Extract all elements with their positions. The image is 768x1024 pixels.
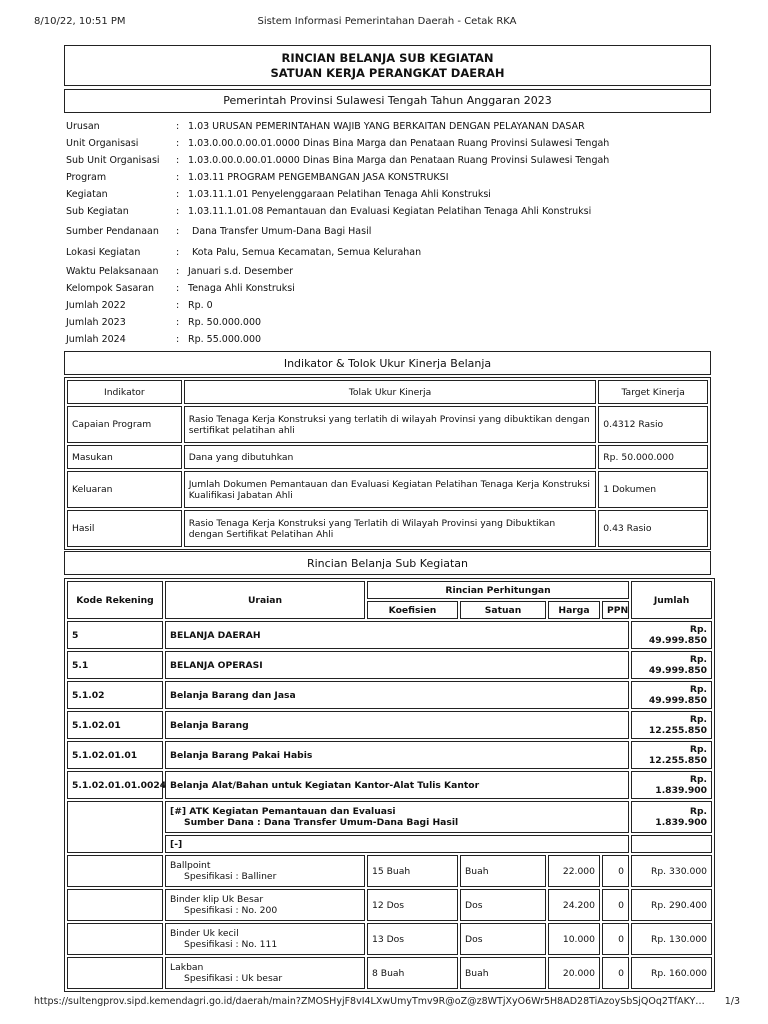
info-block [66, 118, 711, 348]
account-row: 5.1.02.01.01 Belanja Barang Pakai Habis Rp. 12.255.850 [67, 741, 712, 769]
rincian-heading-box [64, 551, 711, 575]
indikator-table [64, 377, 711, 550]
col-header-ppn: PPN [602, 601, 629, 619]
account-row: 5 BELANJA DAERAH Rp. 49.999.850 [67, 621, 712, 649]
info-row: Jumlah 2022 : Rp. 0 [66, 300, 213, 311]
col-header-kode: Kode Rekening [67, 581, 163, 619]
col-header-satuan: Satuan [460, 601, 546, 619]
report-subtitle-unit: SATUAN KERJA PERANGKAT DAERAH [270, 66, 505, 80]
info-row: Sub Unit Organisasi : 1.03.0.00.0.00.01.0000 Dinas Bina Marga dan Penataan Ruang Provinsi Sulawesi Tengah [66, 155, 610, 166]
indikator-row: Hasil Rasio Tenaga Kerja Konstruksi yang Terlatih di Wilayah Provinsi yang Dibuktikan dengan Sertifikat Pelatihan Ahli 0.43 Rasio [67, 510, 708, 547]
rincian-subheader-row [67, 601, 712, 619]
info-row: Program : 1.03.11 PROGRAM PENGEMBANGAN JASA KONSTRUKSI [66, 172, 449, 183]
rincian-heading: Rincian Belanja Sub Kegiatan [306, 557, 469, 570]
report-title-box [64, 45, 711, 86]
subgroup-row [67, 835, 712, 853]
account-row: 5.1.02 Belanja Barang dan Jasa Rp. 49.999.850 [67, 681, 712, 709]
print-url: https://sultengprov.sipd.kemendagri.go.id/daerah/main?ZMOSHyjF8vI4LXwUmyTmv9R@oZ@z8WTjXyO6Wr5H8AD28TiAzoySbSjQOq2TfAKY… [34, 996, 705, 1007]
info-row: Lokasi Kegiatan : Kota Palu, Semua Kecamatan, Semua Kelurahan [66, 247, 422, 258]
indikator-row: Keluaran Jumlah Dokumen Pemantauan dan Evaluasi Kegiatan Pelatihan Tenaga Kerja Konstruksi Kualifikasi Jabatan Ahli 1 Dokumen [67, 471, 708, 508]
col-header-target: Target Kinerja [598, 380, 708, 404]
indikator-heading-box [64, 351, 711, 375]
item-row: Binder Uk kecil Spesifikasi : No. 111 13 Dos Dos 10.000 0 Rp. 130.000 [67, 923, 712, 955]
info-row: Waktu Pelaksanaan : Januari s.d. Desember [66, 266, 294, 277]
item-row: Binder klip Uk Besar Spesifikasi : No. 200 12 Dos Dos 24.200 0 Rp. 290.400 [67, 889, 712, 921]
print-page-number: 1/3 [724, 996, 740, 1007]
subgroup-label: [-] [165, 835, 629, 853]
info-row: Sub Kegiatan : 1.03.11.1.01.08 Pemantauan dan Evaluasi Kegiatan Pelatihan Tenaga Ahli Konstruksi [66, 206, 592, 217]
report-year-box [64, 89, 711, 113]
info-row: Urusan : 1.03 URUSAN PEMERINTAHAN WAJIB YANG BERKAITAN DENGAN PELAYANAN DASAR [66, 121, 585, 132]
group-kode-cell [67, 801, 163, 853]
rincian-header-row [67, 581, 712, 599]
col-header-koefisien: Koefisien [367, 601, 458, 619]
info-row: Sumber Pendanaan : Dana Transfer Umum-Dana Bagi Hasil [66, 226, 372, 237]
group-row [67, 801, 712, 833]
col-header-tolok-ukur: Tolak Ukur Kinerja [184, 380, 597, 404]
report-year-text: Pemerintah Provinsi Sulawesi Tengah Tahun Anggaran 2023 [223, 94, 552, 107]
info-row: Jumlah 2023 : Rp. 50.000.000 [66, 317, 262, 328]
col-header-perhitungan: Rincian Perhitungan [367, 581, 629, 599]
indikator-row: Capaian Program Rasio Tenaga Kerja Konstruksi yang terlatih di wilayah Provinsi yang dibuktikan dengan sertifikat pelatihan ahli 0.4312 Rasio [67, 406, 708, 443]
account-row: 5.1 BELANJA OPERASI Rp. 49.999.850 [67, 651, 712, 679]
group-label: [#] ATK Kegiatan Pemantauan dan Evaluasi Sumber Dana : Dana Transfer Umum-Dana Bagi Hasil [165, 801, 629, 833]
item-row: Ballpoint Spesifikasi : Balliner 15 Buah Buah 22.000 0 Rp. 330.000 [67, 855, 712, 887]
col-header-jumlah: Jumlah [631, 581, 712, 619]
rincian-table [64, 578, 715, 992]
item-row: Lakban Spesifikasi : Uk besar 8 Buah Buah 20.000 0 Rp. 160.000 [67, 957, 712, 989]
col-header-harga: Harga [548, 601, 600, 619]
info-row: Unit Organisasi : 1.03.0.00.0.00.01.0000 Dinas Bina Marga dan Penataan Ruang Provinsi Sulawesi Tengah [66, 138, 610, 149]
account-row: 5.1.02.01 Belanja Barang Rp. 12.255.850 [67, 711, 712, 739]
account-row: 5.1.02.01.01.0024 Belanja Alat/Bahan untuk Kegiatan Kantor-Alat Tulis Kantor Rp. 1.839.900 [67, 771, 712, 799]
info-row: Kelompok Sasaran : Tenaga Ahli Konstruksi [66, 283, 295, 294]
print-datetime: 8/10/22, 10:51 PM [34, 16, 126, 27]
info-row: Kegiatan : 1.03.11.1.01 Penyelenggaraan Pelatihan Tenaga Ahli Konstruksi [66, 189, 491, 200]
group-jumlah: Rp. 1.839.900 [631, 801, 712, 833]
indikator-row: Masukan Dana yang dibutuhkan Rp. 50.000.000 [67, 445, 708, 469]
col-header-uraian: Uraian [165, 581, 365, 619]
print-page-title: Sistem Informasi Pemerintahan Daerah - Cetak RKA [257, 16, 517, 27]
indikator-header-row [67, 380, 708, 404]
col-header-indikator: Indikator [67, 380, 182, 404]
report-title: RINCIAN BELANJA SUB KEGIATAN [281, 51, 494, 65]
indikator-heading: Indikator & Tolok Ukur Kinerja Belanja [283, 357, 492, 370]
info-row: Jumlah 2024 : Rp. 55.000.000 [66, 334, 262, 345]
